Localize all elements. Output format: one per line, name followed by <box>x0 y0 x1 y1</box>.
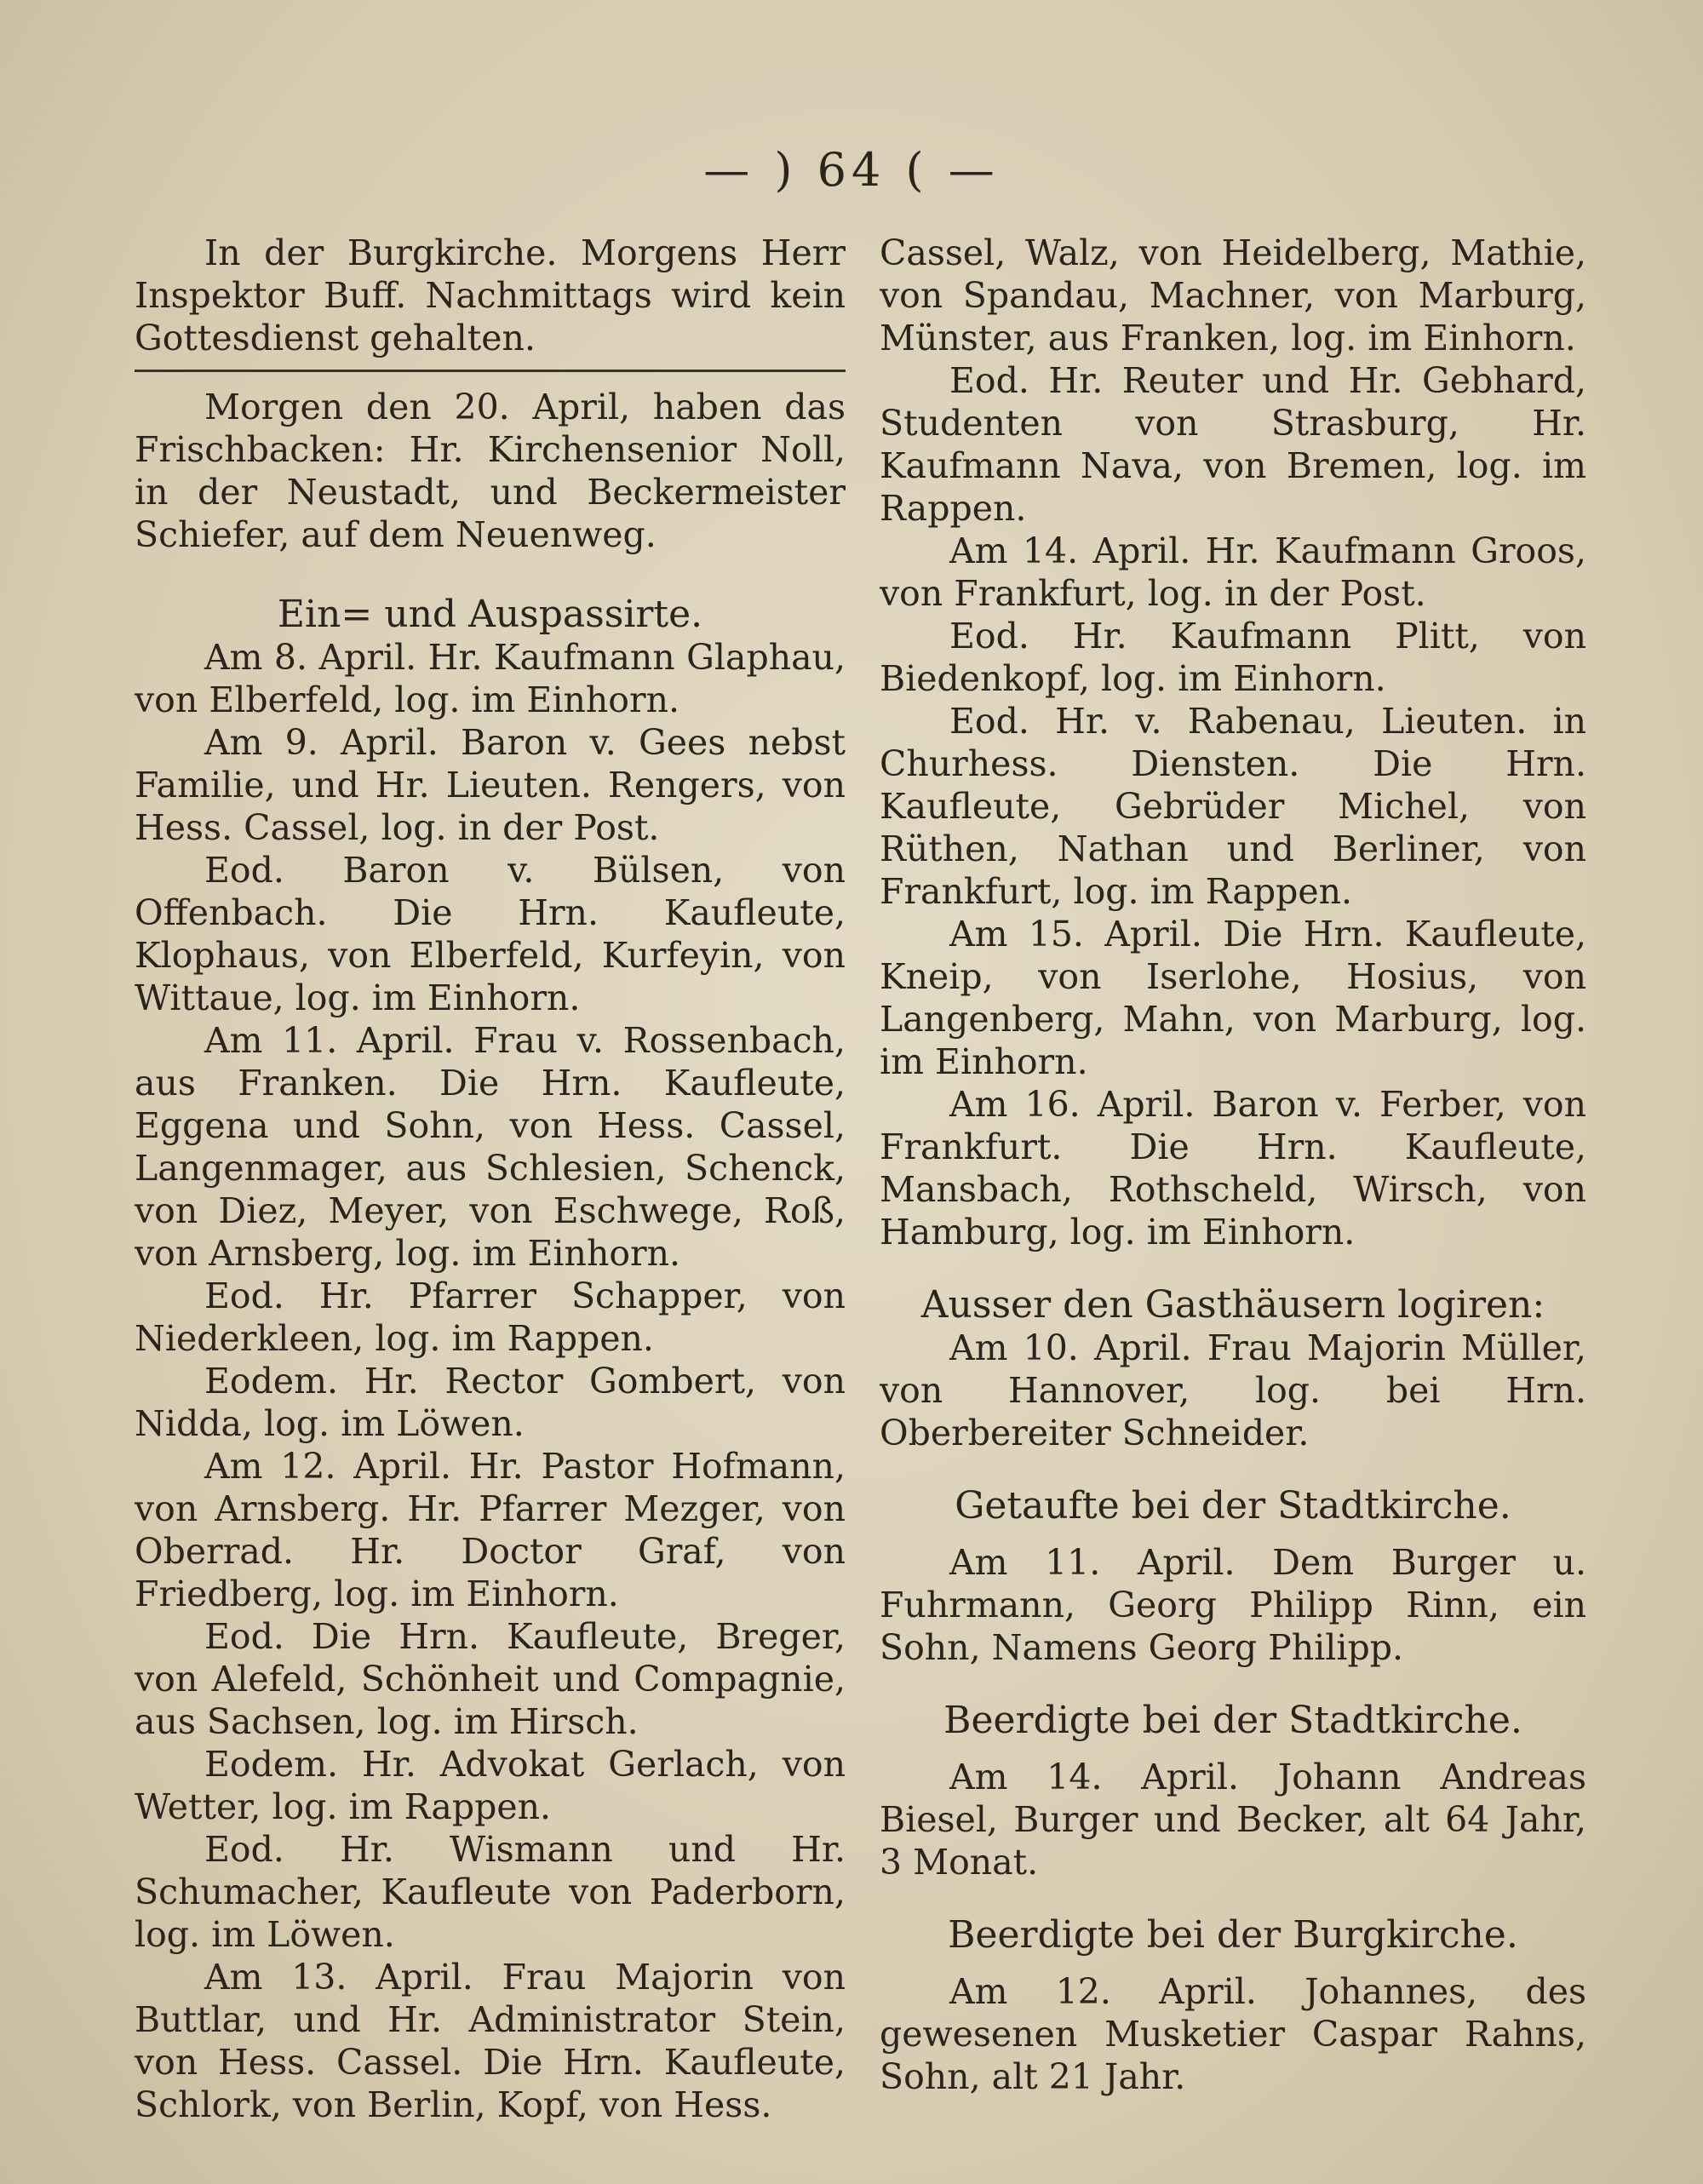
lodging-heading: Ausser den Gasthäusern logiren: <box>920 1283 1545 1327</box>
buried-castle-heading: Beerdigte bei der Burgkirche. <box>948 1913 1518 1957</box>
arrival-entry: Eodem. Hr. Advokat Gerlach, von Wetter, log. im Rappen. <box>135 1744 846 1827</box>
baptized-entry: Am 11. April. Dem Burger u. Fuhrmann, Georg Philipp Rinn, ein Sohn, Namens Georg Philipp. <box>880 1542 1586 1668</box>
arrival-entry: Am 11. April. Frau v. Rossenbach, aus Franken. Die Hrn. Kaufleute, Eggena und Sohn, von Hess. Cassel, Langenmager, aus Schlesien, Schenck, von Diez, Meyer, von Eschwege, Roß, von Arnsberg, log. im Einhorn. <box>135 1020 846 1274</box>
bakers-notice: Morgen den 20. April, haben das Frischbacken: Hr. Kirchensenior Noll, in der Neustadt, und Beckermeister Schiefer, auf dem Neuenweg. <box>135 387 846 555</box>
section-divider <box>135 370 846 372</box>
left-column <box>135 232 846 2126</box>
arrivals-heading: Ein= und Auspassirte. <box>277 593 703 636</box>
arrival-entry: Am 8. April. Hr. Kaufmann Glaphau, von Elberfeld, log. im Einhorn. <box>135 637 846 720</box>
buried-castle-entry: Am 12. April. Johannes, des gewesenen Musketier Caspar Rahns, Sohn, alt 21 Jahr. <box>880 1971 1586 2097</box>
arrival-entry: Eod. Hr. Pfarrer Schapper, von Niederkleen, log. im Rappen. <box>135 1275 846 1359</box>
arrival-entry: Am 15. April. Die Hrn. Kaufleute, Kneip, von Iserlohe, Hosius, von Langenberg, Mahn, von Marburg, log. im Einhorn. <box>880 914 1586 1082</box>
buried-city-entry: Am 14. April. Johann Andreas Biesel, Burger und Becker, alt 64 Jahr, 3 Monat. <box>880 1757 1586 1883</box>
right-column <box>880 232 1586 2098</box>
baptized-heading: Getaufte bei der Stadtkirche. <box>955 1484 1511 1528</box>
arrival-entry: Eod. Hr. Kaufmann Plitt, von Biedenkopf, log. im Einhorn. <box>880 616 1586 699</box>
arrival-entry: Eod. Hr. v. Rabenau, Lieuten. in Churhess. Diensten. Die Hrn. Kaufleute, Gebrüder Michel, von Rüthen, Nathan und Berliner, von Frankfurt, log. im Rappen. <box>880 701 1586 912</box>
arrival-entry: Am 12. April. Hr. Pastor Hofmann, von Arnsberg. Hr. Pfarrer Mezger, von Oberrad. Hr. Doctor Graf, von Friedberg, log. im Einhorn. <box>135 1446 846 1614</box>
arrival-entry: Am 13. April. Frau Majorin von Buttlar, und Hr. Administrator Stein, von Hess. Cassel. Die Hrn. Kaufleute, Schlork, von Berlin, Kopf, von Hess. <box>135 1957 846 2125</box>
lodging-entry: Am 10. April. Frau Majorin Müller, von Hannover, log. bei Hrn. Oberbereiter Schneider. <box>880 1327 1586 1453</box>
arrival-entry: Am 16. April. Baron v. Ferber, von Frankfurt. Die Hrn. Kaufleute, Mansbach, Rothscheld, Wirsch, von Hamburg, log. im Einhorn. <box>880 1084 1586 1253</box>
arrival-entry-continued: Cassel, Walz, von Heidelberg, Mathie, von Spandau, Machner, von Marburg, Münster, aus Franken, log. im Einhorn. <box>880 232 1586 358</box>
buried-city-heading: Beerdigte bei der Stadtkirche. <box>943 1699 1522 1742</box>
arrival-entry: Eod. Hr. Wismann und Hr. Schumacher, Kaufleute von Paderborn, log. im Löwen. <box>135 1829 846 1955</box>
arrival-entry: Eod. Baron v. Bülsen, von Offenbach. Die Hrn. Kaufleute, Klophaus, von Elberfeld, Kurfeyin, von Wittaue, log. im Einhorn. <box>135 850 846 1018</box>
arrival-entry: Am 14. April. Hr. Kaufmann Groos, von Frankfurt, log. in der Post. <box>880 530 1586 614</box>
arrival-entry: Eod. Die Hrn. Kaufleute, Breger, von Alefeld, Schönheit und Compagnie, aus Sachsen, log. im Hirsch. <box>135 1616 846 1742</box>
page-number: — ) 64 ( — <box>703 143 1000 197</box>
arrival-entry: Eod. Hr. Reuter und Hr. Gebhard, Studenten von Strasburg, Hr. Kaufmann Nava, von Bremen, log. im Rappen. <box>880 360 1586 529</box>
arrival-entry: Am 9. April. Baron v. Gees nebst Familie, und Hr. Lieuten. Rengers, von Hess. Cassel, log. in der Post. <box>135 722 846 848</box>
church-service-notice: In der Burgkirche. Morgens Herr Inspektor Buff. Nachmittags wird kein Gottesdienst gehalten. <box>135 232 846 358</box>
arrival-entry: Eodem. Hr. Rector Gombert, von Nidda, log. im Löwen. <box>135 1361 846 1444</box>
